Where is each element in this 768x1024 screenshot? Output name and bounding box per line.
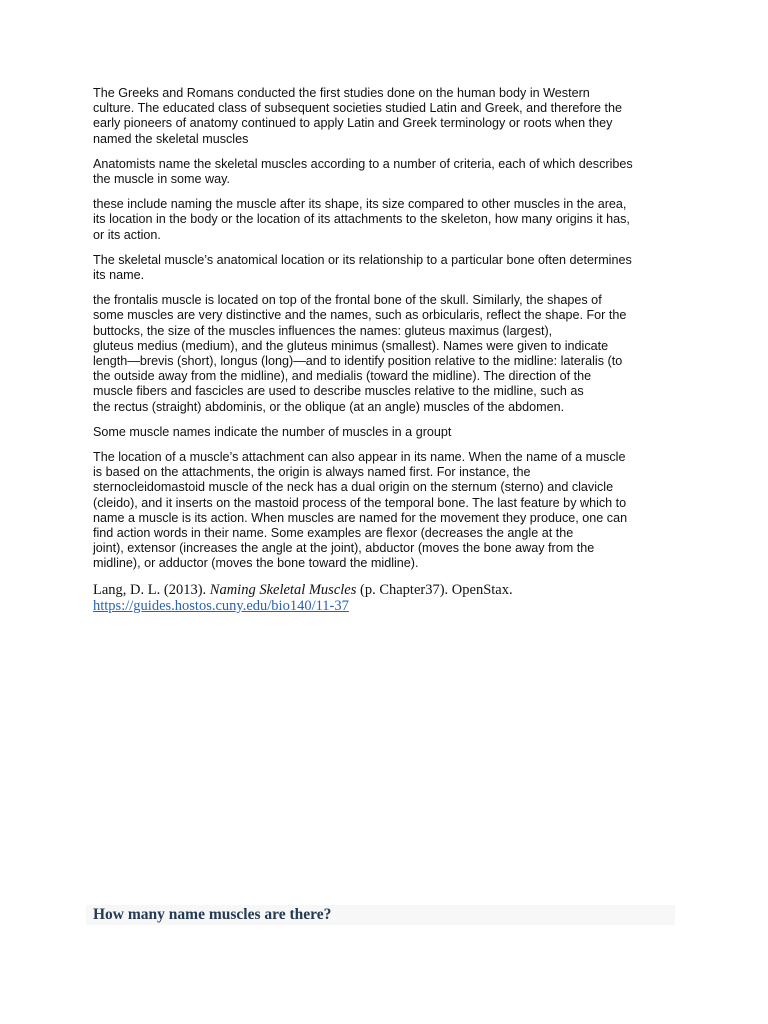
- citation-suffix: (p. Chapter37). OpenStax.: [356, 581, 513, 598]
- citation-title: Naming Skeletal Muscles: [209, 581, 357, 598]
- paragraph-attachments-action: The location of a muscle’s attachment can also appear in its name. When the name of a muscle is based on the attachments, the origin is always named first. For instance, the sternocleidomastoid muscle of the neck has a dual origin on the sternum (sterno) and clavicle (cleido), and it inserts on the mastoid process of the temporal bone. The last feature by which to name a muscle is its action. When muscles are named for the movement they produce, one can find action words in their name. Some examples are flexor (decreases the angle at the joint), extensor (increases the angle at the joint), abductor (moves the bone away from the midline), or adductor (moves the bone toward the midline).: [93, 450, 628, 571]
- citation: [93, 582, 677, 614]
- paragraph-naming-criteria-list: these include naming the muscle after its shape, its size compared to other muscles in the area, its location in the body or the location of its attachments to the skeleton, how many origins it has, or its action.: [93, 197, 630, 242]
- paragraph-criteria: Anatomists name the skeletal muscles according to a number of criteria, each of which describes the muscle in some way.: [93, 156, 633, 187]
- question-heading: How many name muscles are there?: [93, 906, 332, 923]
- document-body: [93, 86, 677, 614]
- question-bar: [86, 905, 675, 925]
- citation-link[interactable]: https://guides.hostos.cuny.edu/bio140/11-37: [93, 597, 349, 614]
- paragraph-anatomical-location: The skeletal muscle’s anatomical location or its relationship to a particular bone often determines its name.: [93, 252, 632, 283]
- paragraph-number-of-muscles: Some muscle names indicate the number of muscles in a groupt: [93, 424, 452, 439]
- citation-prefix: Lang, D. L. (2013).: [93, 581, 210, 598]
- paragraph-examples: the frontalis muscle is located on top of the frontal bone of the skull. Similarly, the shapes of some muscles are very distinctive and the names, such as orbicularis, reflect the shape. For the buttocks, the size of the muscles influences the names: gluteus maximus (largest), gluteus medius (medium), and the gluteus minimus (smallest). Names were given to indicate length—brevis (short), longus (long)—and to identify position relative to the midline: lateralis (to the outside away from the midline), and medialis (toward the midline). The direction of the muscle fibers and fascicles are used to describe muscles relative to the midline, such as the rectus (straight) abdominis, or the oblique (at an angle) muscles of the abdomen.: [93, 293, 627, 414]
- paragraph-greeks-romans: The Greeks and Romans conducted the first studies done on the human body in Western culture. The educated class of subsequent societies studied Latin and Greek, and therefore the early pioneers of anatomy continued to apply Latin and Greek terminology or roots when they named the skeletal muscles: [93, 86, 623, 146]
